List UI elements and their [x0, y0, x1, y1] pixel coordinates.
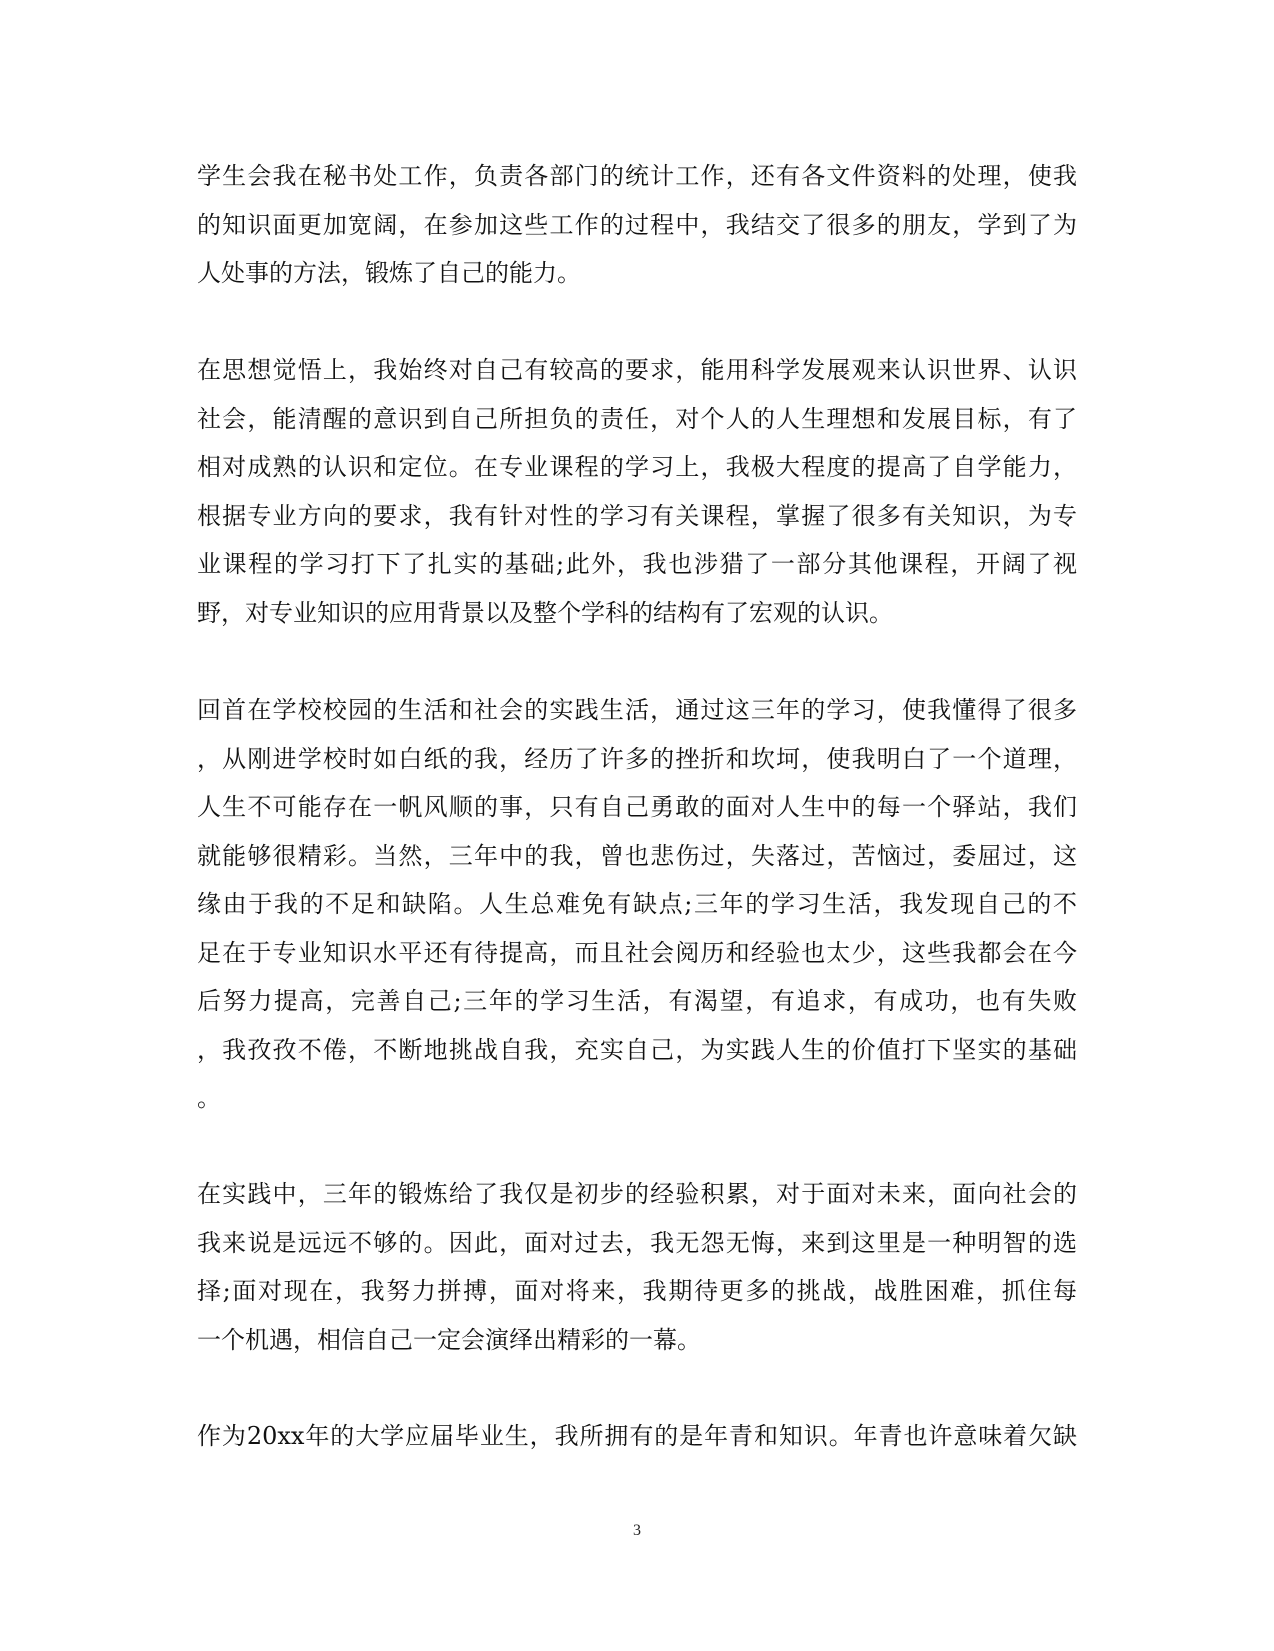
text-line: 后努力提高，完善自己;三年的学习生活，有渴望，有追求，有成功，也有失败	[197, 987, 1077, 1015]
paragraph-4	[197, 1170, 1077, 1364]
text-line: 回首在学校校园的生活和社会的实践生活，通过这三年的学习，使我懂得了很多	[197, 696, 1077, 724]
text-line: 学生会我在秘书处工作，负责各部门的统计工作，还有各文件资料的处理，使我	[197, 162, 1077, 190]
text-line: 社会，能清醒的意识到自己所担负的责任，对个人的人生理想和发展目标，有了	[197, 404, 1077, 433]
text-line: 野，对专业知识的应用背景以及整个学科的结构有了宏观的认识。	[197, 598, 893, 627]
text-line: 的知识面更加宽阔，在参加这些工作的过程中，我结交了很多的朋友，学到了为	[197, 210, 1077, 239]
text-line: 。	[197, 1084, 221, 1112]
paragraph-2	[197, 346, 1077, 637]
text-line: 业课程的学习打下了扎实的基础;此外，我也涉猎了一部分其他课程，开阔了视	[197, 550, 1077, 578]
text-line: 在实践中，三年的锻炼给了我仅是初步的经验积累，对于面对未来，面向社会的	[197, 1180, 1077, 1208]
paragraph-1	[197, 152, 1077, 298]
text-line: 作为20xx年的大学应届毕业生，我所拥有的是年青和知识。年青也许意味着欠缺	[197, 1422, 1077, 1450]
text-line: 一个机遇，相信自己一定会演绎出精彩的一幕。	[197, 1325, 701, 1354]
text-line: 缘由于我的不足和缺陷。人生总难免有缺点;三年的学习生活，我发现自己的不	[197, 890, 1077, 918]
paragraph-3	[197, 686, 1077, 1123]
text-line: 根据专业方向的要求，我有针对性的学习有关课程，掌握了很多有关知识，为专	[197, 501, 1077, 530]
paragraph-5	[197, 1412, 1077, 1461]
text-line: 人生不可能存在一帆风顺的事，只有自己勇敢的面对人生中的每一个驿站，我们	[197, 793, 1077, 821]
text-line: ，我孜孜不倦，不断地挑战自我，充实自己，为实践人生的价值打下坚实的基础	[197, 1035, 1077, 1064]
text-line: ，从刚进学校时如白纸的我，经历了许多的挫折和坎坷，使我明白了一个道理，	[197, 744, 1077, 773]
text-line: 人处事的方法，锻炼了自己的能力。	[197, 259, 581, 287]
text-line: 足在于专业知识水平还有待提高，而且社会阅历和经验也太少，这些我都会在今	[197, 938, 1077, 967]
text-line: 就能够很精彩。当然，三年中的我，曾也悲伤过，失落过，苦恼过，委屈过，这	[197, 841, 1077, 870]
text-line: 在思想觉悟上，我始终对自己有较高的要求，能用科学发展观来认识世界、认识	[197, 356, 1077, 384]
text-line: 我来说是远远不够的。因此，面对过去，我无怨无悔，来到这里是一种明智的选	[197, 1228, 1077, 1257]
page-number: 3	[633, 1522, 641, 1539]
text-line: 择;面对现在，我努力拼搏，面对将来，我期待更多的挑战，战胜困难，抓住每	[197, 1277, 1077, 1305]
text-line: 相对成熟的认识和定位。在专业课程的学习上，我极大程度的提高了自学能力，	[197, 453, 1077, 481]
